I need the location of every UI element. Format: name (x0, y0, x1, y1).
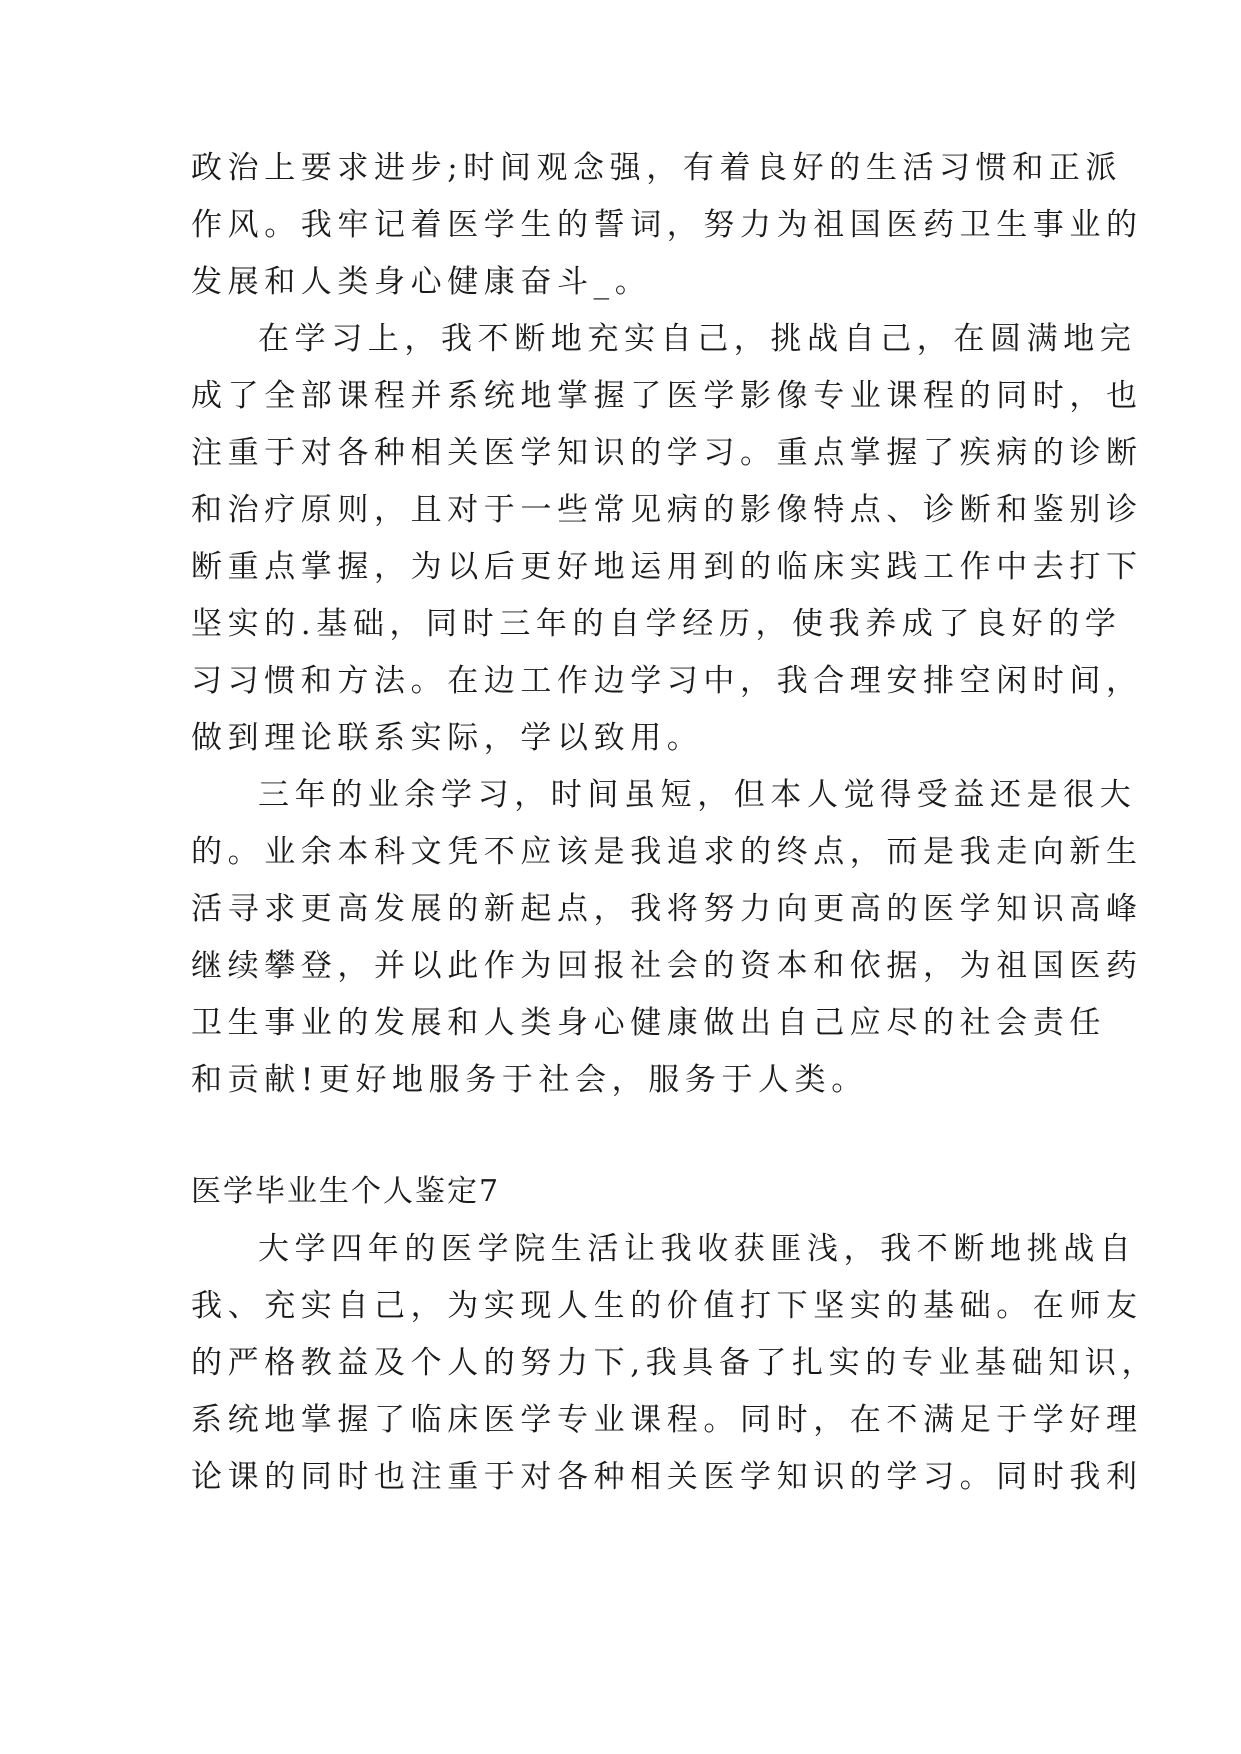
text-line: 坚实的.基础，同时三年的自学经历，使我养成了良好的学 (191, 606, 1122, 642)
text-line: 做到理论联系实际，学以致用。 (191, 720, 704, 756)
text-line: 断重点掌握，为以后更好地运用到的临床实践工作中去打下 (191, 549, 1143, 585)
text-line: 大学四年的医学院生活让我收获匪浅，我不断地挑战自 (258, 1231, 1137, 1267)
text-line: 发展和人类身心健康奋斗_。 (191, 264, 652, 300)
text-line: 我、充实自己，为实现人生的价值打下坚实的基础。在师友 (191, 1288, 1143, 1324)
text-line: 在学习上，我不断地充实自己，挑战自己，在圆满地完 (258, 321, 1137, 357)
section-heading: 医学毕业生个人鉴定7 (191, 1174, 501, 1209)
text-line: 习习惯和方法。在边工作边学习中，我合理安排空闲时间， (191, 663, 1143, 699)
text-line: 政治上要求进步;时间观念强，有着良好的生活习惯和正派 (191, 150, 1123, 186)
text-line: 注重于对各种相关医学知识的学习。重点掌握了疾病的诊断 (191, 435, 1143, 471)
text-line: 和治疗原则，且对于一些常见病的影像特点、诊断和鉴别诊 (191, 492, 1143, 528)
text-line: 成了全部课程并系统地掌握了医学影像专业课程的同时，也 (191, 378, 1143, 414)
text-line: 的。业余本科文凭不应该是我追求的终点，而是我走向新生 (191, 834, 1143, 870)
text-line: 三年的业余学习，时间虽短，但本人觉得受益还是很大 (258, 777, 1137, 813)
text-line: 系统地掌握了临床医学专业课程。同时，在不满足于学好理 (191, 1402, 1143, 1438)
text-line: 继续攀登，并以此作为回报社会的资本和依据，为祖国医药 (191, 948, 1143, 984)
text-line: 的严格教益及个人的努力下,我具备了扎实的专业基础知识， (191, 1345, 1159, 1381)
text-line: 活寻求更高发展的新起点，我将努力向更高的医学知识高峰 (191, 891, 1143, 927)
text-line: 作风。我牢记着医学生的誓词，努力为祖国医药卫生事业的 (191, 207, 1143, 243)
text-line: 论课的同时也注重于对各种相关医学知识的学习。同时我利 (191, 1459, 1143, 1495)
text-line: 卫生事业的发展和人类身心健康做出自己应尽的社会责任 (191, 1005, 1106, 1041)
text-line: 和贡献!更好地服务于社会，服务于人类。 (191, 1062, 868, 1098)
